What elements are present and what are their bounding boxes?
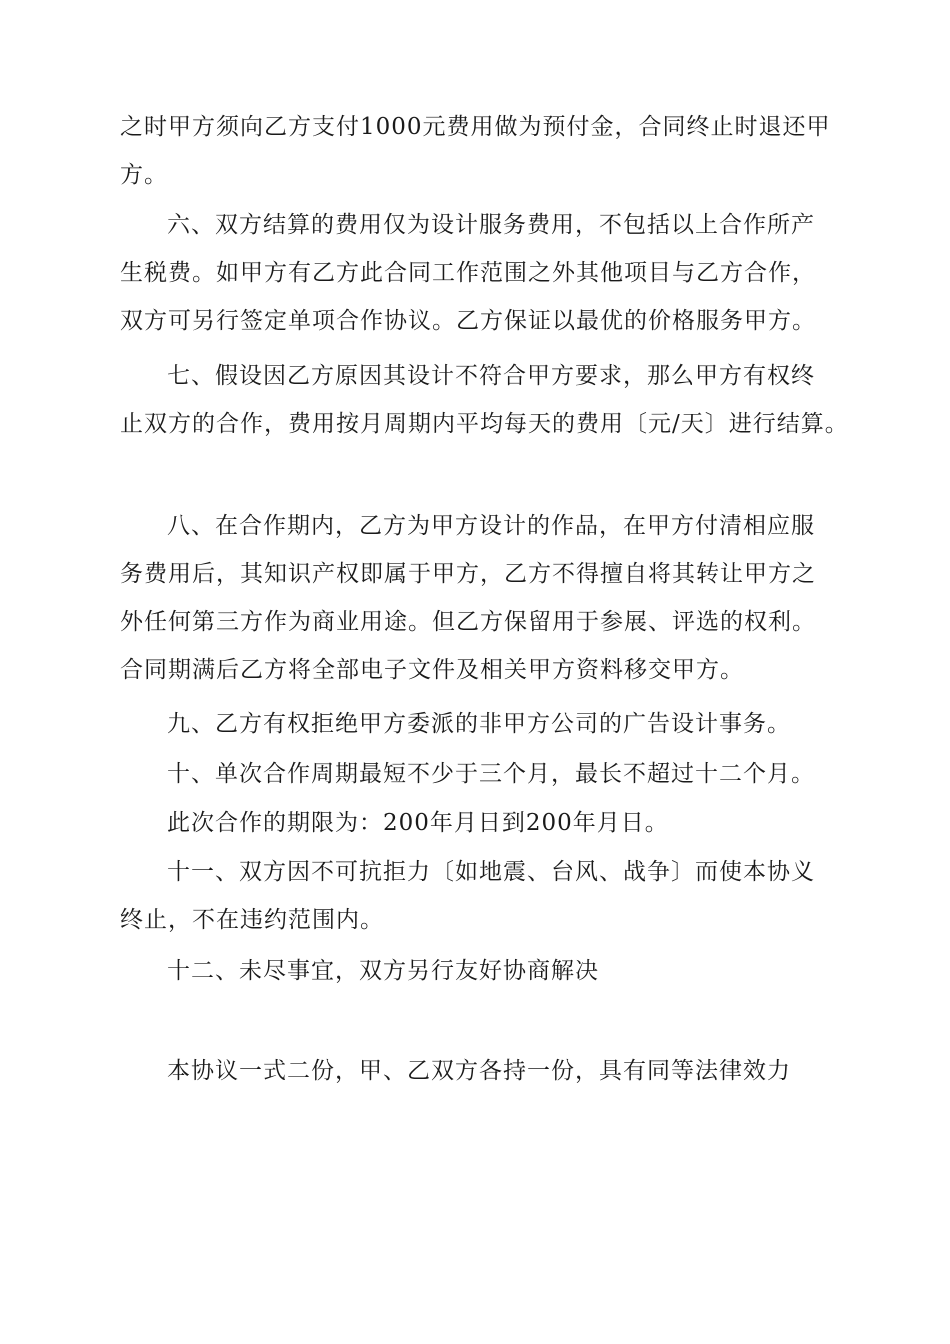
text-line: 生税费。如甲方有乙方此合同工作范围之外其他项目与乙方合作，	[120, 260, 816, 286]
text-line: 此次合作的期限为：200年月日到200年月日。	[167, 810, 669, 836]
paragraph-7	[120, 352, 849, 448]
paragraph-8	[120, 502, 840, 694]
text-line: 十二、未尽事宜，双方另行友好协商解决	[167, 958, 599, 984]
text-line: 本协议一式二份，甲、乙双方各持一份，具有同等法律效力	[167, 1058, 791, 1084]
paragraph-6	[120, 201, 840, 345]
paragraph-9	[120, 700, 840, 748]
text-line: 合同期满后乙方将全部电子文件及相关甲方资料移交甲方。	[120, 657, 744, 683]
paragraph-closing	[120, 1047, 840, 1095]
text-line: 务费用后，其知识产权即属于甲方，乙方不得擅自将其转让甲方之	[120, 561, 816, 587]
text-line: 外任何第三方作为商业用途。但乙方保留用于参展、评选的权利。	[120, 609, 816, 635]
text-line: 之时甲方须向乙方支付1000元费用做为预付金，合同终止时退还甲	[120, 114, 831, 140]
text-line: 双方可另行签定单项合作协议。乙方保证以最优的价格服务甲方。	[120, 308, 816, 334]
text-line: 十一、双方因不可抗拒力〔如地震、台风、战争〕而使本协义	[167, 859, 815, 885]
text-line: 七、假设因乙方原因其设计不符合甲方要求，那么甲方有权终	[167, 363, 815, 389]
paragraph-10	[120, 750, 840, 798]
paragraph-11	[120, 848, 840, 944]
paragraph-5-continuation	[120, 103, 840, 199]
paragraph-12	[120, 947, 840, 995]
text-line: 六、双方结算的费用仅为设计服务费用，不包括以上合作所产	[167, 212, 815, 238]
text-line: 十、单次合作周期最短不少于三个月，最长不超过十二个月。	[167, 761, 815, 787]
text-line: 止双方的合作，费用按月周期内平均每天的费用〔元/天〕进行结算。	[120, 411, 849, 437]
text-line: 八、在合作期内，乙方为甲方设计的作品，在甲方付清相应服	[167, 513, 815, 539]
paragraph-10-term	[120, 799, 840, 847]
text-line: 九、乙方有权拒绝甲方委派的非甲方公司的广告设计事务。	[167, 711, 791, 737]
text-line: 方。	[120, 162, 168, 188]
text-line: 终止，不在违约范围内。	[120, 907, 384, 933]
